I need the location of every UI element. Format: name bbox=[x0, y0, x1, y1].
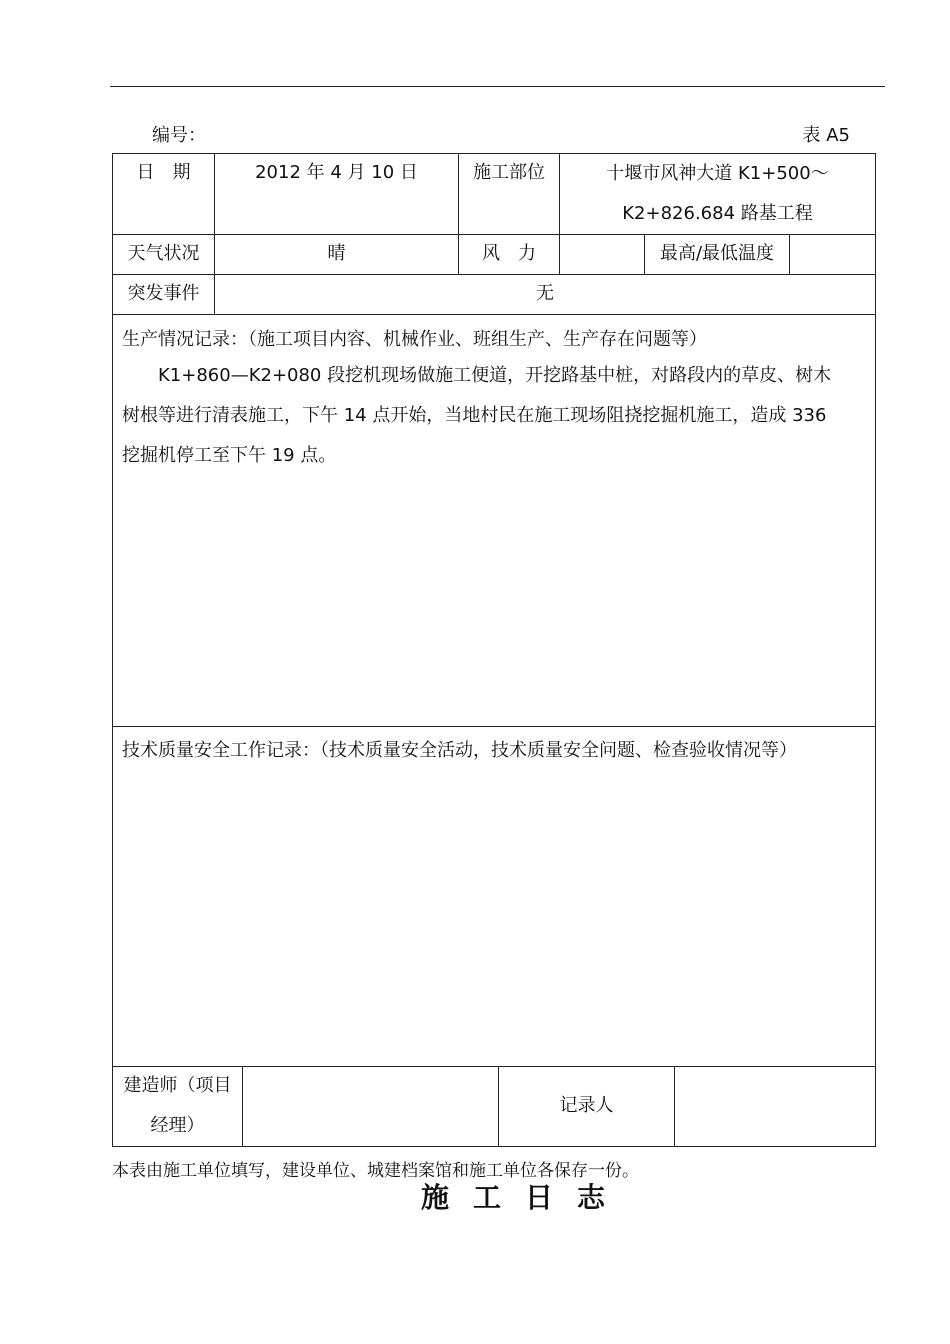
site-value-line2: K2+826.684 路基工程 bbox=[622, 202, 813, 224]
form-number: 表 A5 bbox=[802, 125, 850, 146]
top-rule bbox=[110, 86, 885, 87]
recorder-label: 记录人 bbox=[559, 1095, 614, 1116]
builder-label bbox=[113, 1066, 242, 1146]
serial-number-label: 编号： bbox=[152, 125, 206, 146]
incident-value: 无 bbox=[536, 283, 554, 304]
temperature-label: 最高/最低温度 bbox=[659, 243, 775, 264]
builder-label-line1: 建造师（项目 bbox=[123, 1075, 232, 1096]
table-rule bbox=[112, 314, 876, 315]
table-rule bbox=[112, 726, 876, 727]
footnote: 本表由施工单位填写，建设单位、城建档案馆和施工单位各保存一份。 bbox=[112, 1161, 639, 1181]
weather-label: 天气状况 bbox=[127, 243, 200, 264]
incident-label: 突发事件 bbox=[127, 283, 200, 304]
production-line: 树根等进行清表施工，下午 14 点开始，当地村民在施工现场阻挠挖掘机施工，造成 336 bbox=[122, 405, 827, 426]
production-record-title: 生产情况记录：（施工项目内容、机械作业、班组生产、生产存在问题等） bbox=[122, 329, 707, 350]
production-line: K1+860—K2+080 段挖机现场做施工便道，开挖路基中桩，对路段内的草皮、树木 bbox=[158, 365, 832, 386]
site-value-line1: 十堰市风神大道 K1+500～ bbox=[606, 162, 829, 184]
date-value: 2012 年 4 月 10 日 bbox=[255, 162, 418, 183]
document-title: 施工日志 bbox=[420, 1181, 629, 1214]
temperature-value[interactable] bbox=[790, 234, 875, 274]
production-record-body bbox=[122, 356, 867, 476]
weather-value: 晴 bbox=[327, 243, 346, 264]
site-value bbox=[560, 153, 875, 234]
site-label: 施工部位 bbox=[473, 162, 545, 183]
quality-record-title: 技术质量安全工作记录：（技术质量安全活动，技术质量安全问题、检查验收情况等） bbox=[122, 740, 797, 761]
table-border-bottom bbox=[112, 1146, 876, 1147]
builder-label-line2: 经理） bbox=[150, 1115, 205, 1136]
builder-signature[interactable] bbox=[243, 1066, 498, 1146]
recorder-signature[interactable] bbox=[675, 1066, 875, 1146]
date-label: 日 期 bbox=[136, 162, 191, 183]
table-border-right bbox=[875, 153, 876, 1147]
production-line: 挖掘机停工至下午 19 点。 bbox=[122, 445, 337, 466]
wind-value[interactable] bbox=[560, 234, 644, 274]
wind-label: 风 力 bbox=[482, 243, 536, 264]
